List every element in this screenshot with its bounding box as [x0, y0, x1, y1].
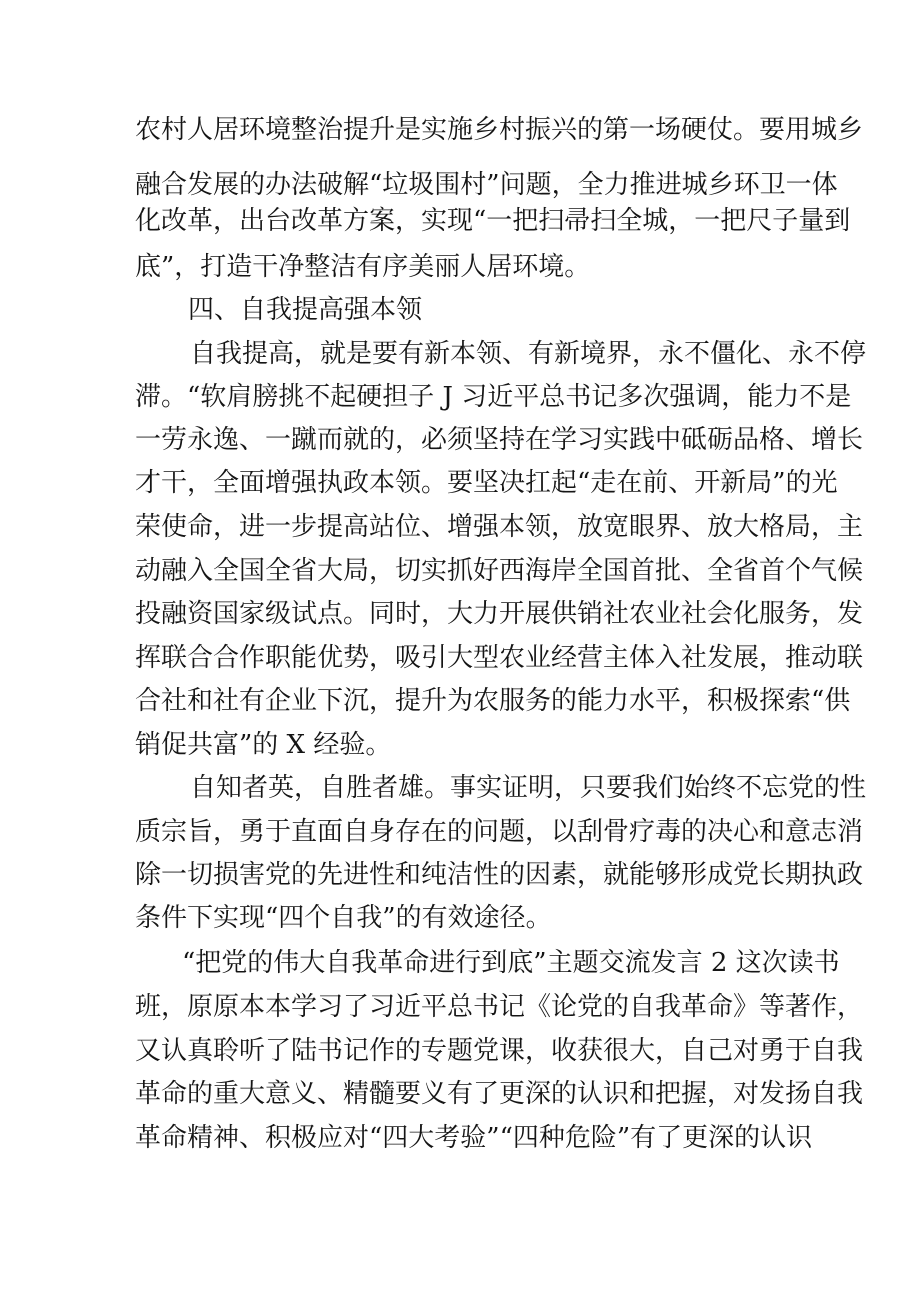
paragraph-4-line-1: “把党的伟大自我革命进行到底”主题交流发言 2 这次读书: [182, 948, 840, 978]
paragraph-3-line-1: 自知者英，自胜者雄。事实证明，只要我们始终不忘党的性: [190, 773, 867, 803]
paragraph-3-line-2: 质宗旨，勇于直面自身存在的问题，以刮骨疗毒的决心和意志消: [135, 817, 864, 847]
paragraph-4-line-4: 革命的重大意义、精髓要义有了更深的认识和把握，对发扬自我: [135, 1079, 864, 1109]
paragraph-2-line-1: 自我提高，就是要有新本领、有新境界，永不僵化、永不停: [190, 339, 867, 369]
paragraph-1-line-1: 农村人居环境整治提升是实施乡村振兴的第一场硬仗。要用城乡: [135, 115, 864, 145]
paragraph-2-line-5: 荣使命，进一步提高站位、增强本领，放宽眼界、放大格局，主: [135, 512, 864, 542]
paragraph-2-line-4: 才干，全面增强执政本领。要坚决扛起“走在前、开新局”的光: [135, 468, 838, 498]
section-heading-4: 四、自我提高强本领: [188, 295, 423, 325]
paragraph-2-line-2: 滞。“软肩膀挑不起硬担子 J 习近平总书记多次强调，能力不是: [135, 382, 852, 412]
paragraph-2-line-3: 一劳永逸、一蹴而就的，必须坚持在学习实践中砥砺品格、增长: [135, 425, 864, 455]
paragraph-3-line-4: 条件下实现“四个自我”的有效途径。: [135, 903, 552, 933]
paragraph-2-line-9: 合社和社有企业下沉，提升为农服务的能力水平，积极探索“供: [135, 686, 851, 716]
paragraph-2-line-10: 销促共富”的 X 经验。: [135, 730, 392, 760]
paragraph-1-line-2: 融合发展的办法破解“垃圾围村”问题，全力推进城乡环卫一体: [135, 170, 838, 200]
paragraph-4-line-5: 革命精神、积极应对“四大考验”“四种危险”有了更深的认识: [135, 1123, 813, 1153]
paragraph-4-line-2: 班，原原本本学习了习近平总书记《论党的自我革命》等著作，: [135, 992, 864, 1022]
paragraph-1-line-3: 化改革，出台改革方案，实现“一把扫帚扫全城，一把尺子量到: [135, 206, 851, 236]
paragraph-1-line-4: 底”，打造干净整洁有序美丽人居环境。: [135, 252, 591, 282]
paragraph-2-line-6: 动融入全国全省大局，切实抓好西海岸全国首批、全省首个气候: [135, 556, 864, 586]
paragraph-2-line-7: 投融资国家级试点。同时，大力开展供销社农业社会化服务，发: [135, 599, 864, 629]
paragraph-2-line-8: 挥联合合作职能优势，吸引大型农业经营主体入社发展，推动联: [135, 643, 864, 673]
paragraph-4-line-3: 又认真聆听了陆书记作的专题党课，收获很大，自己对勇于自我: [135, 1036, 864, 1066]
paragraph-3-line-3: 除一切损害党的先进性和纯洁性的因素，就能够形成党长期执政: [135, 860, 864, 890]
